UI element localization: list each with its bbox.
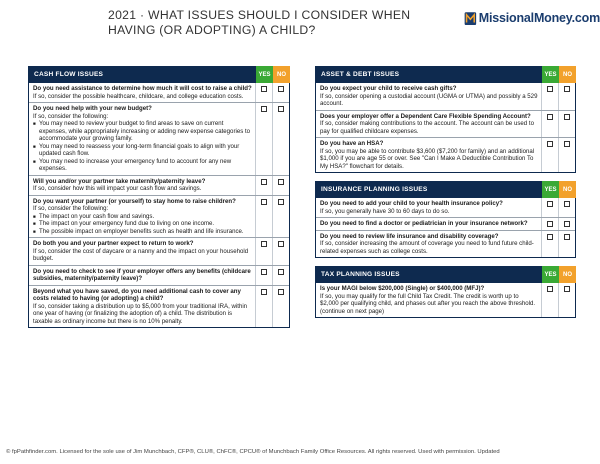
insurance-header: [315, 181, 576, 198]
answer-text: If so, consider the following:: [33, 112, 109, 120]
answer-text: If so, you generally have 30 to 60 days to do so.: [320, 207, 450, 215]
row-text: [29, 196, 255, 238]
question-text: Do you need to add your child to your health insurance policy?: [320, 200, 503, 207]
page-title: 2021 · WHAT ISSUES SHOULD I CONSIDER WHEN HAVING (OR ADOPTING) A CHILD?: [108, 8, 411, 37]
answer-text: If so, consider taking a distribution up to $5,000 from your traditional IRA, within one year of having (or finalizing the adoption of) a child. The distribution is taxable as ordinary income but there is no 10% penalty.: [33, 302, 248, 325]
yes-label: YES: [542, 181, 559, 198]
yes-checkbox[interactable]: [541, 198, 558, 217]
yes-checkbox[interactable]: [541, 231, 558, 258]
footer-copyright: © fpPathfinder.com. Licensed for the sole use of Jim Munchbach, CFP®, CLU®, ChFC®, CPCU® of Munchbach Family Office Resources. All rights reserved. Used with permission. Updated: [6, 449, 500, 455]
yes-checkbox[interactable]: [541, 138, 558, 172]
question-text: Do you need to check to see if your employer offers any benefits (childcare subsidies, maternity/paternity leave)?: [33, 267, 251, 282]
yes-label: YES: [542, 266, 559, 283]
checklist-row: [316, 230, 575, 258]
row-text: [29, 176, 255, 195]
row-text: [316, 218, 541, 230]
answer-text: If so, consider how this will impact your cash flow and savings.: [33, 185, 202, 192]
yes-checkbox[interactable]: [541, 218, 558, 230]
bullet-item: ■ The possible impact on employer benefits such as health and life insurance.: [33, 228, 252, 236]
yes-checkbox[interactable]: [541, 83, 558, 110]
no-checkbox[interactable]: [558, 198, 575, 217]
yes-checkbox[interactable]: [255, 83, 272, 102]
brand-logo[interactable]: [464, 4, 600, 32]
checklist-row: [316, 283, 575, 317]
no-checkbox[interactable]: [272, 103, 289, 175]
bullet-list: [33, 120, 252, 173]
answer-text: If so, consider the possible healthcare, childcare, and college education costs.: [33, 92, 244, 100]
no-checkbox[interactable]: [272, 83, 289, 102]
asset-debt-title: ASSET & DEBT ISSUES: [321, 71, 400, 78]
question-text: Does your employer offer a Dependent Care Flexible Spending Account?: [320, 112, 531, 120]
question-text: Do you have an HSA?: [320, 140, 384, 147]
question-text: Beyond what you have saved, do you need additional cash to cover any costs related to having (or adopting) a child?: [33, 287, 241, 302]
tax-section: [315, 283, 576, 318]
tax-header: [315, 266, 576, 283]
answer-text: If so, you may qualify for the full Child Tax Credit. The credit is worth up to $2,000 per qualifying child, and phases out after you reach the above threshold.: [320, 292, 536, 307]
checklist-row: [316, 83, 575, 110]
bullet-item: ■ You may need to review your budget to find areas to save on current expenses, while appropriately increasing or adding new expense categories to accommodate your growing family.: [33, 120, 252, 143]
no-checkbox[interactable]: [558, 231, 575, 258]
question-text: Is your MAGI below $200,000 (Single) or $400,000 (MFJ)?: [320, 285, 485, 292]
insurance-section: [315, 198, 576, 258]
row-text: [29, 83, 255, 102]
row-text: [29, 286, 255, 328]
checklist-row: [29, 175, 289, 195]
no-label: NO: [559, 181, 576, 198]
bullet-item: ■ You may need to reassess your long-term financial goals to align with your updated cash flow.: [33, 143, 252, 158]
row-text: [316, 138, 541, 172]
bullet-item: ■ The impact on your emergency fund due to living on one income.: [33, 220, 252, 228]
question-text: Do both you and your partner expect to return to work?: [33, 240, 194, 247]
checklist-row: [316, 217, 575, 230]
no-label: NO: [273, 66, 290, 83]
checklist-row: [29, 83, 289, 102]
yes-checkbox[interactable]: [255, 103, 272, 175]
no-label: NO: [559, 266, 576, 283]
row-text: [29, 266, 255, 285]
row-text: [316, 111, 541, 138]
insurance-title: INSURANCE PLANNING ISSUES: [321, 186, 428, 193]
yes-checkbox[interactable]: [255, 196, 272, 238]
yes-checkbox[interactable]: [255, 238, 272, 265]
cash-flow-header: [28, 66, 290, 83]
question-text: Do you need help with your new budget?: [33, 105, 152, 112]
logo-m-icon: [464, 6, 477, 30]
page-header: [0, 0, 600, 54]
question-text: Do you need to find a doctor or pediatrician in your insurance network?: [320, 220, 528, 227]
cash-flow-title: CASH FLOW ISSUES: [34, 71, 104, 78]
checklist-row: [29, 237, 289, 265]
cash-flow-section: [28, 83, 290, 328]
no-checkbox[interactable]: [558, 218, 575, 230]
left-column: [28, 66, 290, 336]
checklist-row: [316, 110, 575, 138]
row-text: [316, 231, 541, 258]
no-checkbox[interactable]: [558, 283, 575, 317]
asset-debt-header: [315, 66, 576, 83]
row-text: [316, 83, 541, 110]
yes-checkbox[interactable]: [255, 266, 272, 285]
no-checkbox[interactable]: [558, 111, 575, 138]
checklist-row: [29, 265, 289, 285]
yes-label: YES: [256, 66, 273, 83]
tax-title: TAX PLANNING ISSUES: [321, 271, 400, 278]
checklist-row: [316, 137, 575, 172]
question-text: Do you need assistance to determine how much it will cost to raise a child?: [33, 85, 252, 92]
question-text: Do you want your partner (or yourself) to stay home to raise children?: [33, 197, 236, 205]
no-checkbox[interactable]: [558, 83, 575, 110]
yes-label: YES: [542, 66, 559, 83]
no-checkbox[interactable]: [272, 176, 289, 195]
asset-debt-section: [315, 83, 576, 173]
row-text: [316, 198, 541, 217]
no-checkbox[interactable]: [558, 138, 575, 172]
logo-text: MissionalMoney.com: [478, 11, 600, 25]
yes-checkbox[interactable]: [541, 111, 558, 138]
no-checkbox[interactable]: [272, 196, 289, 238]
no-label: NO: [559, 66, 576, 83]
no-checkbox[interactable]: [272, 238, 289, 265]
row-text: [29, 238, 255, 265]
question-text: Do you expect your child to receive cash gifts?: [320, 85, 457, 92]
yes-checkbox[interactable]: [255, 176, 272, 195]
checklist-row: [29, 102, 289, 175]
no-checkbox[interactable]: [272, 266, 289, 285]
no-checkbox[interactable]: [272, 286, 289, 328]
checklist-row: [29, 285, 289, 328]
row-text: [316, 283, 541, 317]
checklist-row: [316, 198, 575, 217]
question-text: Do you need to review life insurance and disability coverage?: [320, 232, 499, 240]
answer-text: If so, consider making contributions to the account. The account can be used to pay for qualified childcare expenses.: [320, 120, 534, 135]
answer-text: If so, consider opening a custodial account (UGMA or UTMA) and possibly a 529 account.: [320, 92, 538, 107]
continue-note: (continue on next page): [320, 307, 385, 315]
yes-checkbox[interactable]: [255, 286, 272, 328]
bullet-list: [33, 213, 252, 236]
bullet-item: ■ The impact on your cash flow and savings.: [33, 213, 252, 221]
row-text: [29, 103, 255, 175]
question-text: Will you and/or your partner take maternity/paternity leave?: [33, 177, 206, 185]
right-column: [315, 66, 576, 326]
answer-text: If so, you may be able to contribute $3,600 ($7,200 for family) and an additional $1,000 if you are age 55 or over. See "Can I Make A Deductible Contribution To My HSA?" flowchart for details.: [320, 147, 535, 170]
answer-text: If so, consider the following:: [33, 205, 109, 212]
checklist-row: [29, 195, 289, 238]
answer-text: If so, consider increasing the amount of coverage you need to fund future child-related expenses such as college costs.: [320, 240, 534, 255]
yes-checkbox[interactable]: [541, 283, 558, 317]
bullet-item: ■ You may need to increase your emergency fund to account for any new expenses.: [33, 158, 252, 173]
answer-text: If so, consider the cost of daycare or a nanny and the impact on your household budget.: [33, 247, 249, 262]
